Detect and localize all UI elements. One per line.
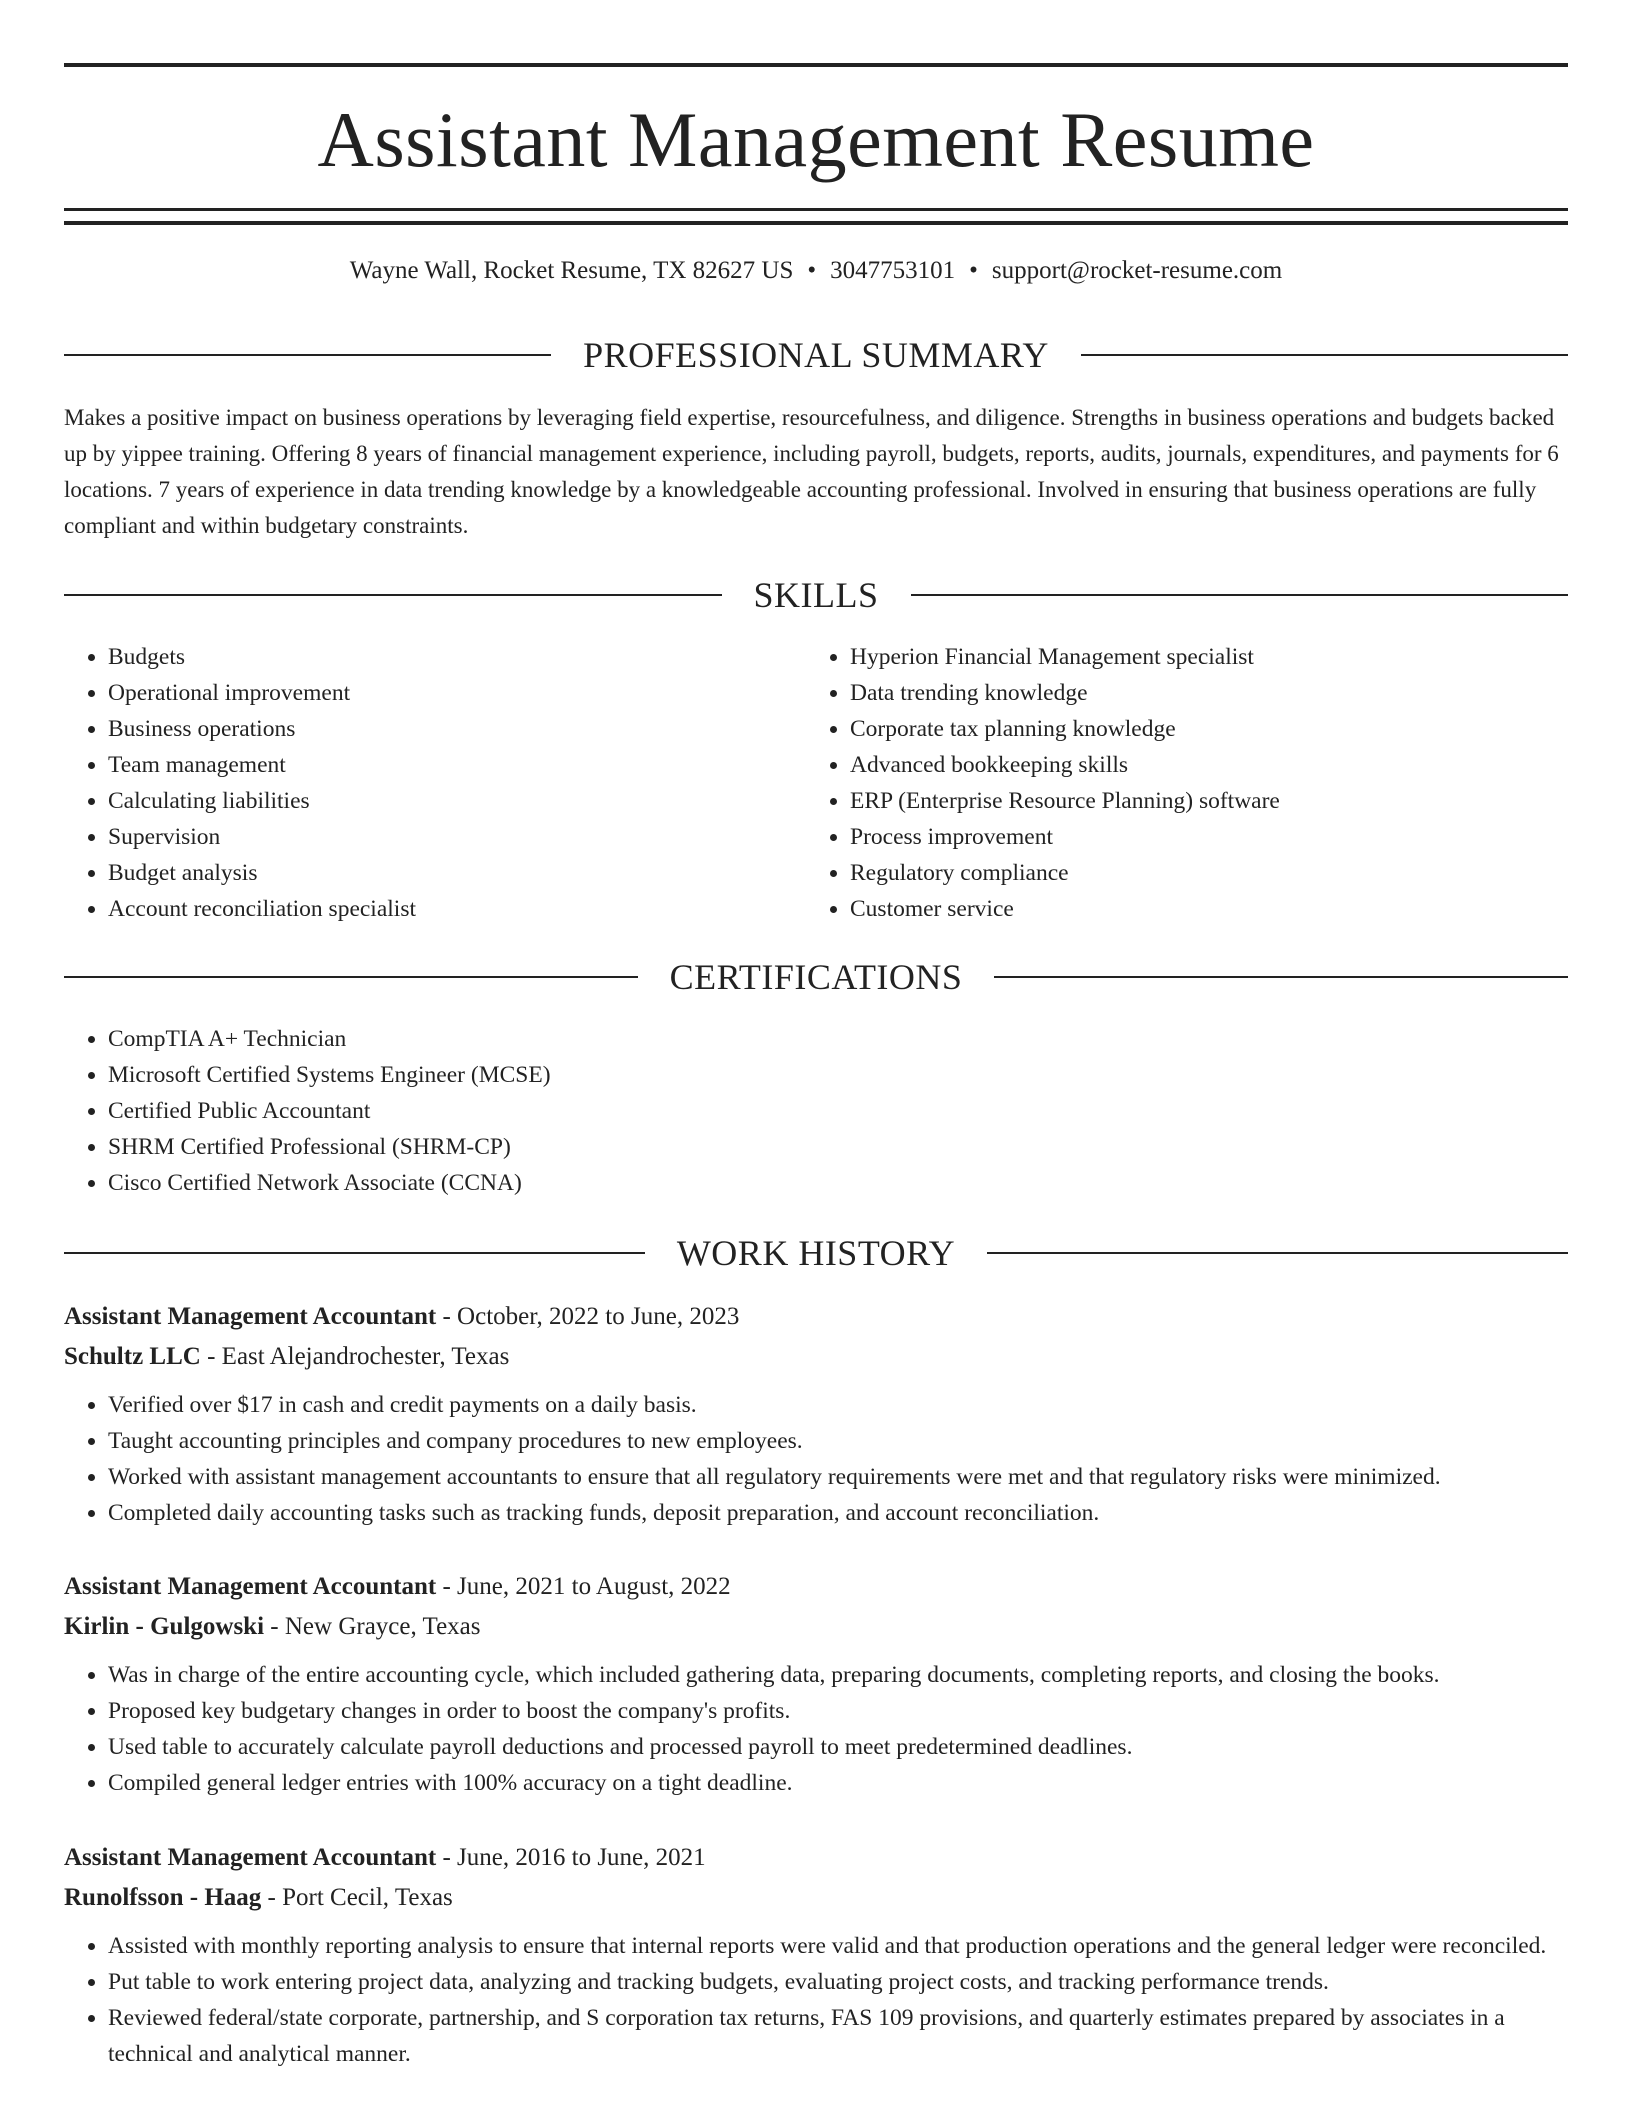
job-bullet: • Compiled general ledger entries with 100% accuracy on a tight deadline. (108, 1765, 1568, 1801)
job-title-line (64, 1297, 1568, 1337)
skill-item: • ERP (Enterprise Resource Planning) software (850, 783, 1566, 819)
skill-item: • Business operations (108, 711, 764, 747)
section-rule (911, 594, 1569, 596)
contact-email: support@rocket-resume.com (991, 257, 1283, 284)
job-entry (64, 1567, 1568, 1801)
job-bullet: • Put table to work entering project data, analyzing and tracking budgets, evaluating project costs, and tracking performance trends. (108, 1964, 1568, 2000)
skills-column-left (64, 639, 764, 927)
section-title: WORK HISTORY (676, 1233, 956, 1273)
skill-item: • Regulatory compliance (850, 855, 1566, 891)
job-company: Runolfsson - Haag (64, 1884, 262, 1911)
job-bullet: • Worked with assistant management accountants to ensure that all regulatory requirements were met and that regulatory risks were minimized. (108, 1459, 1568, 1495)
section-header-summary (64, 333, 1568, 377)
skill-item: • Supervision (108, 819, 764, 855)
job-bullet: • Completed daily accounting tasks such as tracking funds, deposit preparation, and account reconciliation. (108, 1495, 1568, 1531)
summary-text: Makes a positive impact on business operations by leveraging field expertise, resourcefulness, and diligence. Strengths in business operations and budgets backed up by yippee training. Offering 8 years of financial management experience, including payroll, budgets, reports, audits, journals, expenditures, and payments for 6 locations. 7 years of experience in data trending knowledge by a knowledgeable accounting professional. Involved in ensuring that business operations are fully compliant and within budgetary constraints. (64, 405, 1559, 538)
section-header-certifications (64, 955, 1568, 999)
job-bullet: • Taught accounting principles and company procedures to new employees. (108, 1423, 1568, 1459)
skill-item: • Team management (108, 747, 764, 783)
section-header-skills (64, 573, 1568, 617)
section-rule (64, 1252, 645, 1254)
job-company-line (64, 1337, 1568, 1377)
skill-item: • Customer service (850, 891, 1566, 927)
title-double-rule (64, 208, 1568, 225)
section-rule (1081, 354, 1568, 356)
job-title-line (64, 1567, 1568, 1607)
job-company-line (64, 1607, 1568, 1647)
job-company-line (64, 1878, 1568, 1918)
skill-item: • Advanced bookkeeping skills (850, 747, 1566, 783)
section-title: PROFESSIONAL SUMMARY (583, 335, 1049, 375)
contact-separator: • (969, 257, 978, 284)
skill-item: • Budget analysis (108, 855, 764, 891)
job-location: - East Alejandrochester, Texas (200, 1343, 510, 1370)
job-location: - Port Cecil, Texas (261, 1884, 453, 1911)
section-rule (994, 976, 1568, 978)
certifications-list (64, 1021, 964, 1201)
section-rule (64, 976, 638, 978)
skill-item: • Corporate tax planning knowledge (850, 711, 1566, 747)
job-dates: - June, 2016 to June, 2021 (436, 1844, 706, 1871)
skill-item: • Process improvement (850, 819, 1566, 855)
certification-item: • Microsoft Certified Systems Engineer (MCSE) (108, 1057, 964, 1093)
section-rule (987, 1252, 1568, 1254)
job-bullet: • Reviewed federal/state corporate, partnership, and S corporation tax returns, FAS 109 provisions, and quarterly estimates prepared by associates in a technical and analytical manner. (108, 2000, 1568, 2072)
job-title-line (64, 1838, 1568, 1878)
resume-title: Assistant Management Resume (317, 96, 1315, 183)
job-bullet: • Used table to accurately calculate payroll deductions and processed payroll to meet predetermined deadlines. (108, 1729, 1568, 1765)
job-bullet: • Assisted with monthly reporting analysis to ensure that internal reports were valid and that production operations and the general ledger were reconciled. (108, 1928, 1568, 1964)
skill-item: • Data trending knowledge (850, 675, 1566, 711)
job-dates: - June, 2021 to August, 2022 (436, 1573, 731, 1600)
section-rule (64, 594, 722, 596)
skill-item: • Calculating liabilities (108, 783, 764, 819)
section-header-work-history (64, 1231, 1568, 1275)
section-title: SKILLS (753, 575, 879, 615)
certification-item: • CompTIA A+ Technician (108, 1021, 964, 1057)
skill-item: • Hyperion Financial Management specialist (850, 639, 1566, 675)
certification-item: • Cisco Certified Network Associate (CCNA) (108, 1165, 964, 1201)
skill-item: • Account reconciliation specialist (108, 891, 764, 927)
job-entry (64, 1838, 1568, 2072)
job-entry (64, 1297, 1568, 1531)
section-title: CERTIFICATIONS (669, 957, 963, 997)
job-location: - New Grayce, Texas (264, 1613, 481, 1640)
job-company: Schultz LLC (64, 1343, 201, 1370)
top-rule (64, 63, 1568, 67)
certification-item: • Certified Public Accountant (108, 1093, 964, 1129)
skill-item: • Operational improvement (108, 675, 764, 711)
contact-phone: 3047753101 (830, 257, 956, 284)
section-rule (64, 354, 551, 356)
skills-column-right (806, 639, 1566, 927)
contact-address: Wayne Wall, Rocket Resume, TX 82627 US (349, 257, 794, 284)
skill-item: • Budgets (108, 639, 764, 675)
job-title: Assistant Management Accountant (64, 1573, 437, 1600)
job-title: Assistant Management Accountant (64, 1303, 437, 1330)
certification-item: • SHRM Certified Professional (SHRM-CP) (108, 1129, 964, 1165)
contact-line (64, 254, 1568, 288)
job-bullet: • Was in charge of the entire accounting cycle, which included gathering data, preparing documents, completing reports, and closing the books. (108, 1657, 1568, 1693)
job-dates: - October, 2022 to June, 2023 (436, 1303, 740, 1330)
job-bullet: • Proposed key budgetary changes in order to boost the company's profits. (108, 1693, 1568, 1729)
job-company: Kirlin - Gulgowski (64, 1613, 265, 1640)
job-title: Assistant Management Accountant (64, 1844, 437, 1871)
job-bullet: • Verified over $17 in cash and credit payments on a daily basis. (108, 1387, 1568, 1423)
contact-separator: • (807, 257, 817, 284)
